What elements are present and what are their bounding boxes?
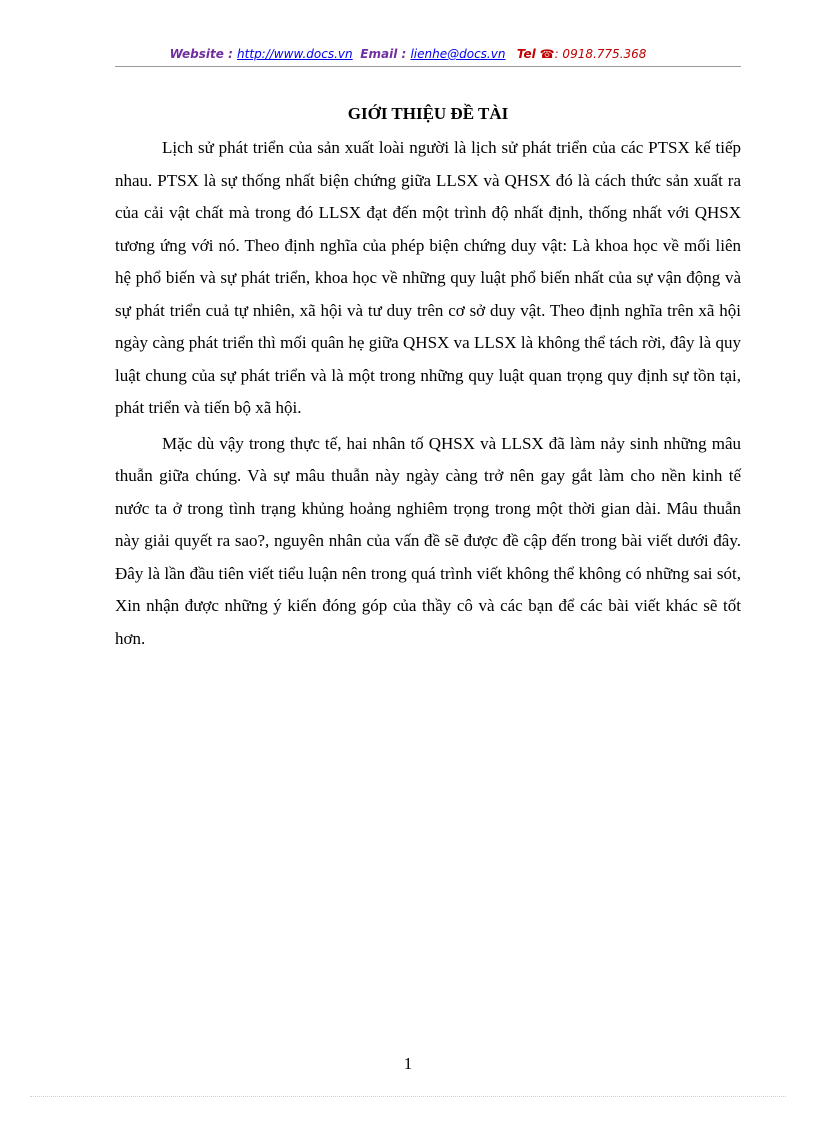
tel-label: Tel (516, 47, 536, 61)
header-divider (115, 66, 741, 67)
document-title: GIỚI THIỆU ĐỀ TÀI (347, 104, 509, 123)
page-number: 1 (403, 1054, 413, 1073)
website-link[interactable]: http://www.docs.vn (237, 47, 353, 61)
phone-number: : 0918.775.368 (554, 47, 647, 61)
footer-divider (30, 1096, 786, 1097)
paragraph-2: Mặc dù vậy trong thực tế, hai nhân tố QHSX và LLSX đã làm nảy sinh những mâu thuẫn giữa chúng. Và sự mâu thuẫn này ngày càng trở nên gay gắt làm cho nền kinh tế nước ta ở trong tình trạng khủng hoảng nghiêm trọng trong một thời gian dài. Mâu thuẫn này giải quyết ra sao?, nguyên nhân của vấn đề sẽ được đề cập đến trong bài viết dưới đây. Đây là lần đầu tiên viết tiểu luận nên trong quá trình viết không thể không có những sai sót, Xin nhận được những ý kiến đóng góp của thầy cô và các bạn để các bài viết khác sẽ tốt hơn. (115, 433, 741, 648)
email-label: Email (360, 47, 398, 61)
email-separator: : (397, 47, 411, 61)
document-body (115, 132, 741, 655)
page-header (0, 47, 816, 61)
email-link[interactable]: lienhe@docs.vn (410, 47, 506, 61)
phone-icon: ☎ (539, 47, 555, 61)
website-separator: : (223, 47, 238, 61)
paragraph-1: Lịch sử phát triển của sản xuất loài người là lịch sử phát triển của các PTSX kế tiếp nhau. PTSX là sự thống nhất biện chứng giữa LLSX và QHSX đó là cách thức sản xuất ra của cải vật chất mà trong đó LLSX đạt đến một trình độ nhất định, thống nhất với QHSX tương ứng với nó. Theo định nghĩa của phép biện chứng duy vật: Là khoa học về mối liên hệ phổ biến và sự phát triển, khoa học về những quy luật phổ biến nhất của sự vận động và sự phát triển cuả tự nhiên, xã hội và tư duy trên cơ sở duy vật. Theo định nghĩa trên xã hội ngày càng phát triển thì mối quân hẹ giữa QHSX va LLSX là không thể tách rời, đây là quy luật chung của sự phát triển và là một trong những quy luật quan trọng quy định sự tồn tại, phát triển và tiến bộ xã hội. (115, 138, 741, 417)
website-label: Website (169, 47, 224, 61)
